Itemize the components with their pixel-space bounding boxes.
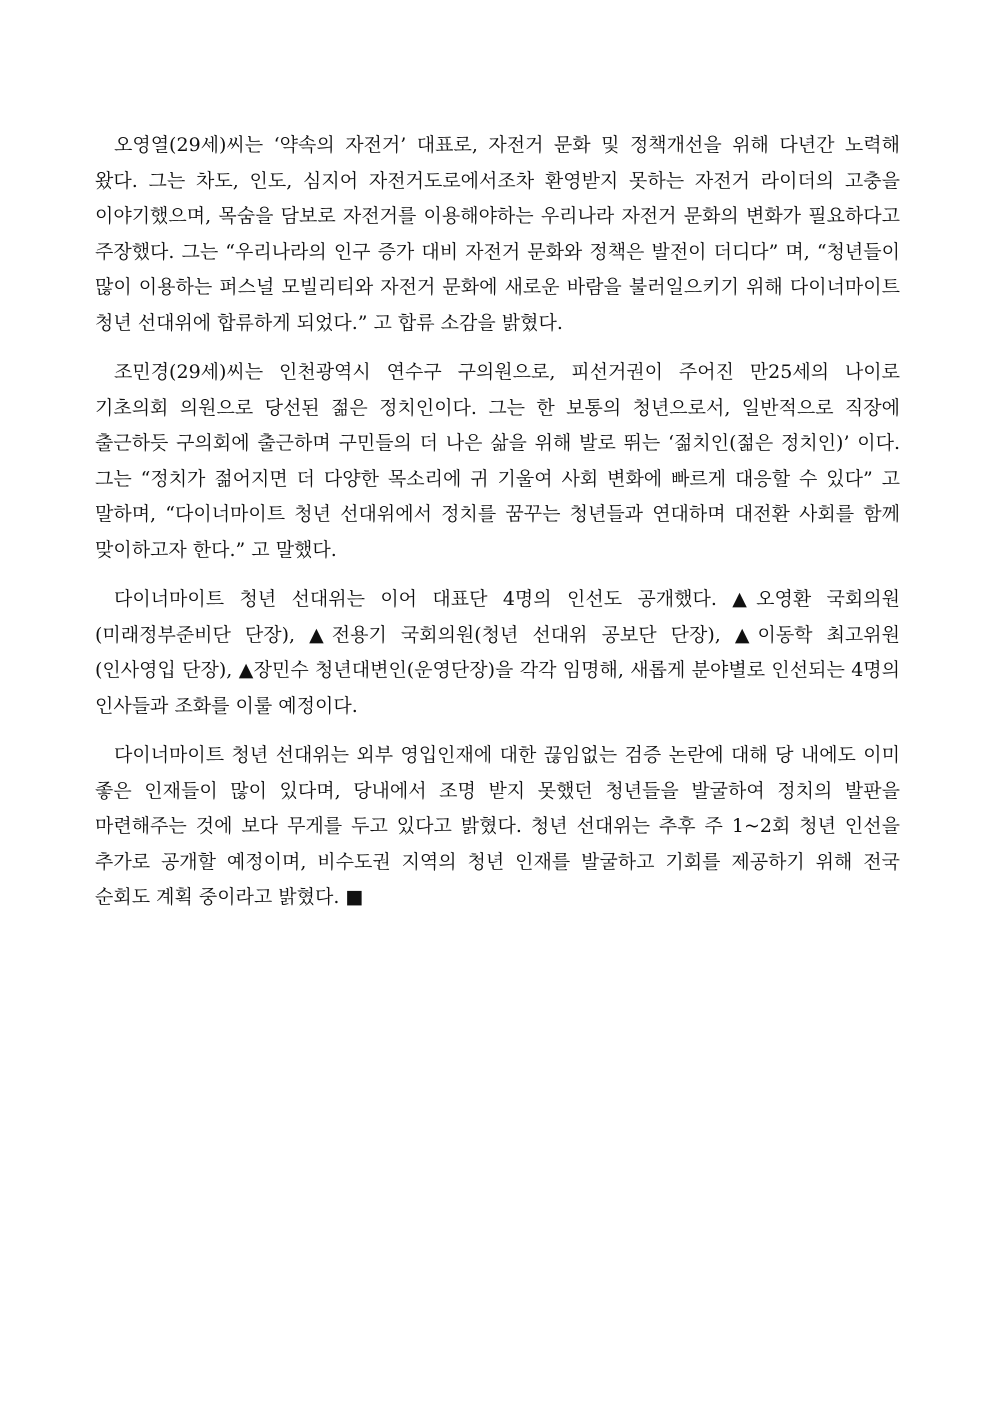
paragraph-jo-mingyeong: 조민경(29세)씨는 인천광역시 연수구 구의원으로, 피선거권이 주어진 만25세의 나이로 기초의회 의원으로 당선된 젊은 정치인이다. 그는 한 보통의 청년으로서, 일반적으로 직장에 출근하듯 구의회에 출근하며 구민들의 더 나은 삶을 위해 발로 뛰는 ‘젊치인(젊은 정치인)’ 이다. 그는 “정치가 젊어지면 더 다양한 목소리에 귀 기울여 사회 변화에 빠르게 대응할 수 있다” 고 말하며, “다이너마이트 청년 선대위에서 정치를 꿈꾸는 청년들과 연대하며 대전환 사회를 함께 맞이하고자 한다.” 고 말했다. [95,361,900,561]
paragraph-future-plans: 다이너마이트 청년 선대위는 외부 영입인재에 대한 끊임없는 검증 논란에 대해 당 내에도 이미 좋은 인재들이 많이 있다며, 당내에서 조명 받지 못했던 청년들을 발굴하여 정치의 발판을 마련해주는 것에 보다 무게를 두고 있다고 밝혔다. 청년 선대위는 추후 주 1~2회 청년 인선을 추가로 공개할 예정이며, 비수도권 지역의 청년 인재를 발굴하고 기회를 제공하기 위해 전국 순회도 계획 중이라고 밝혔다. ■ [95,744,900,908]
document-body [95,128,900,916]
paragraph-oh-youngyeol: 오영열(29세)씨는 ‘약속의 자전거’ 대표로, 자전거 문화 및 정책개선을 위해 다년간 노력해 왔다. 그는 차도, 인도, 심지어 자전거도로에서조차 환영받지 못하는 자전거 라이더의 고충을 이야기했으며, 목숨을 담보로 자전거를 이용해야하는 우리나라 자전거 문화의 변화가 필요하다고 주장했다. 그는 “우리나라의 인구 증가 대비 자전거 문화와 정책은 발전이 더디다” 며, “청년들이 많이 이용하는 퍼스널 모빌리티와 자전거 문화에 새로운 바람을 불러일으키기 위해 다이너마이트 청년 선대위에 합류하게 되었다.” 고 합류 소감을 밝혔다. [95,134,900,334]
paragraph-leadership-appointments: 다이너마이트 청년 선대위는 이어 대표단 4명의 인선도 공개했다. ▲오영환 국회의원(미래정부준비단 단장), ▲전용기 국회의원(청년 선대위 공보단 단장), ▲이동학 최고위원(인사영입 단장), ▲장민수 청년대변인(운영단장)을 각각 임명해, 새롭게 분야별로 인선되는 4명의 인사들과 조화를 이룰 예정이다. [95,588,900,717]
